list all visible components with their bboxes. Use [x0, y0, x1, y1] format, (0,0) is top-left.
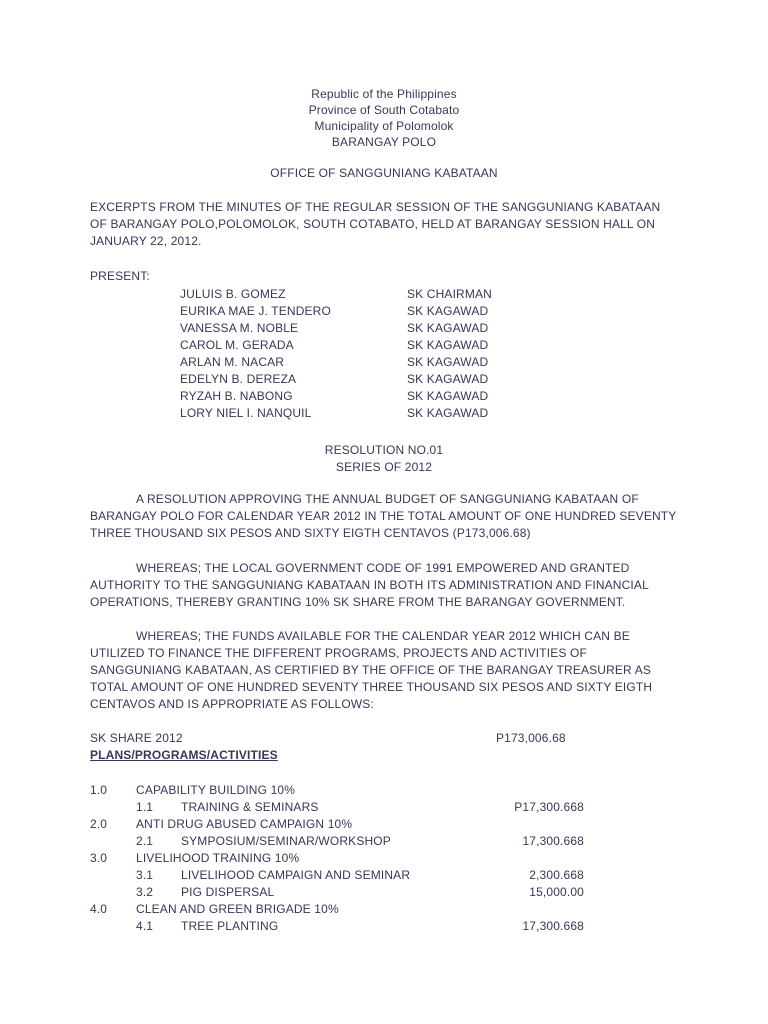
budget-item-row [90, 799, 590, 816]
member-name: ARLAN M. NACAR [180, 355, 285, 369]
budget-number: 4.0 [90, 902, 108, 916]
sk-share-label: SK SHARE 2012 [90, 731, 183, 745]
budget-number: 3.1 [136, 868, 154, 882]
member-name: VANESSA M. NOBLE [180, 321, 299, 335]
budget-title: SYMPOSIUM/SEMINAR/WORKSHOP [181, 834, 391, 848]
member-row [180, 388, 510, 405]
plans-heading: PLANS/PROGRAMS/ACTIVITIES [90, 748, 278, 762]
budget-item-row [90, 918, 590, 935]
budget-amount: 15,000.00 [529, 885, 584, 899]
header-line-republic: Republic of the Philippines [311, 87, 457, 101]
member-row [180, 303, 510, 320]
member-row [180, 337, 510, 354]
budget-number: 1.1 [136, 800, 154, 814]
member-position: SK KAGAWAD [407, 372, 489, 386]
header-line-municipality: Municipality of Polomolok [314, 119, 454, 133]
member-name: EDELYN B. DEREZA [180, 372, 297, 386]
member-name: RYZAH B. NABONG [180, 389, 293, 403]
budget-title: CAPABILITY BUILDING 10% [136, 783, 296, 797]
resolution-text: A RESOLUTION APPROVING THE ANNUAL BUDGET OF SANGGUNIANG KABATAAN OF BARANGAY POLO FOR CALENDAR YEAR 2012 IN THE TOTAL AMOUNT OF ONE HUNDRED SEVENTY THREE THOUSAND SIX PESOS AND SIXTY EIGTH CENTAVOS (P173,006.68) [90, 492, 677, 540]
member-position: SK KAGAWAD [407, 338, 489, 352]
budget-amount: P17,300.668 [514, 800, 584, 814]
whereas-paragraph-1 [90, 560, 680, 611]
budget-title: LIVELIHOOD TRAINING 10% [136, 851, 300, 865]
budget-title: PIG DISPERSAL [181, 885, 275, 899]
header-line-barangay: BARANGAY POLO [331, 135, 437, 149]
budget-title: TREE PLANTING [181, 919, 279, 933]
budget-item-row [90, 833, 590, 850]
budget-title: TRAINING & SEMINARS [181, 800, 319, 814]
member-position: SK KAGAWAD [407, 304, 489, 318]
budget-category-row [90, 901, 590, 918]
member-name: EURIKA MAE J. TENDERO [180, 304, 331, 318]
budget-category-row [90, 782, 590, 799]
budget-number: 2.0 [90, 817, 108, 831]
member-name: CAROL M. GERADA [180, 338, 294, 352]
member-name: JULUIS B. GOMEZ [180, 287, 286, 301]
budget-title: ANTI DRUG ABUSED CAMPAIGN 10% [136, 817, 353, 831]
member-row [180, 354, 510, 371]
member-name: LORY NIEL I. NANQUIL [180, 406, 312, 420]
resolution-paragraph [90, 491, 680, 542]
budget-category-row [90, 850, 590, 867]
whereas-text-2: WHEREAS; THE FUNDS AVAILABLE FOR THE CALENDAR YEAR 2012 WHICH CAN BE UTILIZED TO FINANCE THE DIFFERENT PROGRAMS, PROJECTS AND ACTIVITIES OF SANGGUNIANG KABATAAN, AS CERTIFIED BY THE OFFICE OF THE BARANGAY TREASURER AS TOTAL AMOUNT OF ONE HUNDRED SEVENTY THREE THOUSAND SIX PESOS AND SIXTY EIGTH CENTAVOS AND IS APPROPRIATE AS FOLLOWS: [90, 629, 653, 711]
sk-share-amount: P173,006.68 [496, 731, 566, 745]
budget-title: LIVELIHOOD CAMPAIGN AND SEMINAR [181, 868, 411, 882]
budget-item-row [90, 884, 590, 901]
budget-number: 3.0 [90, 851, 108, 865]
budget-item-row [90, 867, 590, 884]
member-row [180, 286, 510, 303]
budget-number: 4.1 [136, 919, 154, 933]
header-line-province: Province of South Cotabato [308, 103, 460, 117]
budget-number: 3.2 [136, 885, 154, 899]
sk-share-row [90, 730, 590, 747]
member-position: SK CHAIRMAN [407, 287, 492, 301]
member-row [180, 405, 510, 422]
resolution-heading [0, 442, 768, 476]
member-row [180, 320, 510, 337]
letterhead [0, 86, 768, 150]
budget-category-row [90, 816, 590, 833]
resolution-number: RESOLUTION NO.01 [324, 443, 444, 457]
member-position: SK KAGAWAD [407, 321, 489, 335]
resolution-series: SERIES OF 2012 [335, 460, 433, 474]
whereas-paragraph-2 [90, 628, 680, 713]
member-position: SK KAGAWAD [407, 389, 489, 403]
member-position: SK KAGAWAD [407, 355, 489, 369]
member-row [180, 371, 510, 388]
budget-amount: 17,300.668 [522, 834, 584, 848]
excerpt-paragraph: EXCERPTS FROM THE MINUTES OF THE REGULAR SESSION OF THE SANGGUNIANG KABATAAN OF BARANGAY POLO,POLOMOLOK, SOUTH COTABATO, HELD AT BARANGAY SESSION HALL ON JANUARY 22, 2012. [90, 200, 661, 248]
office-title: OFFICE OF SANGGUNIANG KABATAAN [270, 166, 498, 180]
budget-amount: 2,300.668 [529, 868, 584, 882]
budget-list [90, 782, 590, 935]
budget-number: 2.1 [136, 834, 154, 848]
budget-amount: 17,300.668 [522, 919, 584, 933]
members-list [180, 286, 510, 422]
member-position: SK KAGAWAD [407, 406, 489, 420]
whereas-text-1: WHEREAS; THE LOCAL GOVERNMENT CODE OF 1991 EMPOWERED AND GRANTED AUTHORITY TO THE SANGGUNIANG KABATAAN IN BOTH ITS ADMINISTRATION AND FINANCIAL OPERATIONS, THEREBY GRANTING 10% SK SHARE FROM THE BARANGAY GOVERNMENT. [90, 561, 649, 609]
present-label: PRESENT: [90, 269, 150, 283]
budget-number: 1.0 [90, 783, 108, 797]
budget-title: CLEAN AND GREEN BRIGADE 10% [136, 902, 339, 916]
